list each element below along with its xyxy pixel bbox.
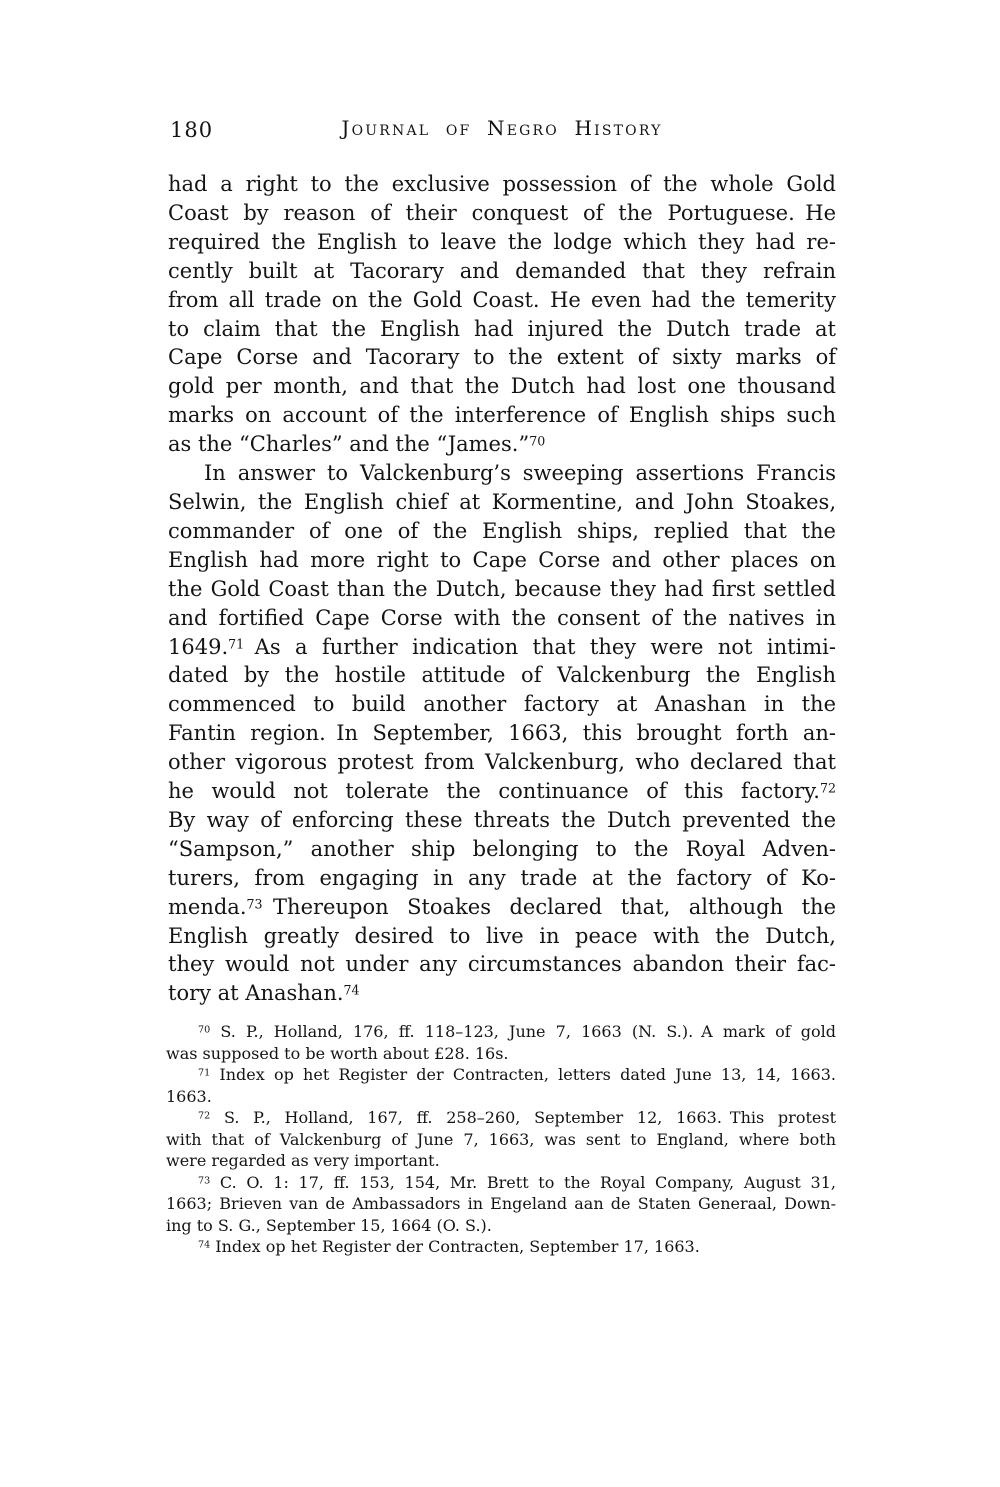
text-line: Coast by reason of their conquest of the Portuguese. He bbox=[168, 200, 836, 225]
text-line: required the English to leave the lodge which they had re- bbox=[168, 229, 836, 254]
text-line: Cape Corse and Tacorary to the extent of sixty marks of bbox=[168, 345, 836, 370]
text-line: tory at Anashan.$^{74}$ bbox=[168, 981, 360, 1006]
text-line: By way of enforcing these threats the Dutch prevented the bbox=[168, 807, 836, 832]
footnote-line: $^{74}$ Index op het Register der Contracten, September 17, 1663. bbox=[198, 1237, 700, 1256]
footnote-line: was supposed to be worth about £28. 16s. bbox=[166, 1043, 509, 1063]
footnote-reference: 71 bbox=[198, 1067, 211, 1079]
paragraph bbox=[168, 459, 836, 1008]
footnote-line: $^{70}$ S. P., Holland, 176, ff. 118–123, June 7, 1663 (N. S.). A mark of gold bbox=[198, 1022, 836, 1041]
footnote-line: ing to S. G., September 15, 1664 (O. S.). bbox=[166, 1215, 492, 1235]
text-line: menda.$^{73}$ Thereupon Stoakes declared that, although the bbox=[168, 894, 836, 919]
text-line: as the “Charles” and the “James.”$^{70}$ bbox=[168, 432, 546, 457]
text-line: marks on account of the interference of English ships such bbox=[168, 403, 836, 428]
footnote-reference: 74 bbox=[198, 1239, 211, 1251]
footnote-reference: 73 bbox=[246, 896, 263, 911]
journal-title: Journal of Negro History bbox=[341, 116, 663, 140]
text-line: they would not under any circumstances abandon their fac- bbox=[168, 952, 836, 977]
footnote-reference: 71 bbox=[228, 635, 245, 651]
page-number: 180 bbox=[170, 118, 214, 142]
footnote-line: $^{71}$ Index op het Register der Contracten, letters dated June 13, 14, 1663. bbox=[198, 1065, 836, 1084]
footnote-reference: 73 bbox=[198, 1175, 211, 1187]
text-line: gold per month, and that the Dutch had lost one thousand bbox=[168, 374, 836, 399]
text-line: Selwin, the English chief at Kormentine, and John Stoakes, bbox=[168, 489, 836, 514]
footnote bbox=[166, 1021, 836, 1064]
text-line: English greatly desired to live in peace with the Dutch, bbox=[168, 923, 836, 948]
footnote bbox=[166, 1064, 836, 1107]
body-text bbox=[168, 170, 836, 1008]
text-line: turers, from engaging in any trade at the factory of Ko- bbox=[168, 865, 836, 890]
footnote-reference: 74 bbox=[343, 982, 360, 998]
text-line: commenced to build another factory at Anashan in the bbox=[168, 692, 836, 717]
text-line: dated by the hostile attitude of Valckenburg the English bbox=[168, 663, 836, 688]
text-line: English had more right to Cape Corse and other places on bbox=[168, 547, 836, 572]
text-line: from all trade on the Gold Coast. He even had the temerity bbox=[168, 287, 836, 312]
text-line: he would not tolerate the continuance of this factory.$^{72}$ bbox=[168, 779, 836, 804]
footnote-line: with that of Valckenburg of June 7, 1663, was sent to England, where both bbox=[166, 1129, 836, 1149]
footnote-line: were regarded as very important. bbox=[166, 1151, 440, 1170]
footnote-reference: 70 bbox=[529, 433, 546, 449]
text-line: commander of one of the English ships, replied that the bbox=[168, 518, 836, 543]
text-line: and fortified Cape Corse with the consent of the natives in bbox=[168, 605, 836, 630]
text-line: 1649.71 As a further indication that they were not intimi- bbox=[168, 634, 836, 659]
text-line: to claim that the English had injured the Dutch trade at bbox=[168, 316, 836, 341]
text-line: Fantin region. In September, 1663, this brought forth an- bbox=[168, 721, 836, 746]
text-line: had a right to the exclusive possession of the whole Gold bbox=[168, 172, 836, 196]
footnote-reference: 72 bbox=[198, 1110, 211, 1122]
text-line: In answer to Valckenburg’s sweeping assertions Francis bbox=[204, 461, 836, 486]
footnote-line: $^{72}$ S. P., Holland, 167, ff. 258–260, September 12, 1663. This protest bbox=[198, 1108, 836, 1127]
footnote-line: 1663. bbox=[166, 1086, 212, 1106]
text-line: cently built at Tacorary and demanded that they refrain bbox=[168, 258, 836, 283]
footnote bbox=[166, 1172, 836, 1237]
text-line: other vigorous protest from Valckenburg, who declared that bbox=[168, 750, 836, 775]
footnote-reference: 72 bbox=[819, 780, 836, 796]
footnote-reference: 70 bbox=[198, 1024, 211, 1036]
text-line: “Sampson,” another ship belonging to the Royal Adven- bbox=[168, 836, 836, 861]
running-header bbox=[168, 116, 836, 146]
text-line: the Gold Coast than the Dutch, because they had first settled bbox=[168, 576, 836, 601]
footnote bbox=[166, 1236, 836, 1258]
footnote bbox=[166, 1107, 836, 1172]
paragraph bbox=[168, 170, 836, 459]
footnote-line: 1663; Brieven van de Ambassadors in Engeland aan de Staten Generaal, Down- bbox=[166, 1194, 836, 1213]
footnote-line: $^{73}$ C. O. 1: 17, ff. 153, 154, Mr. Brett to the Royal Company, August 31, bbox=[198, 1172, 836, 1192]
footnotes bbox=[166, 1021, 836, 1258]
